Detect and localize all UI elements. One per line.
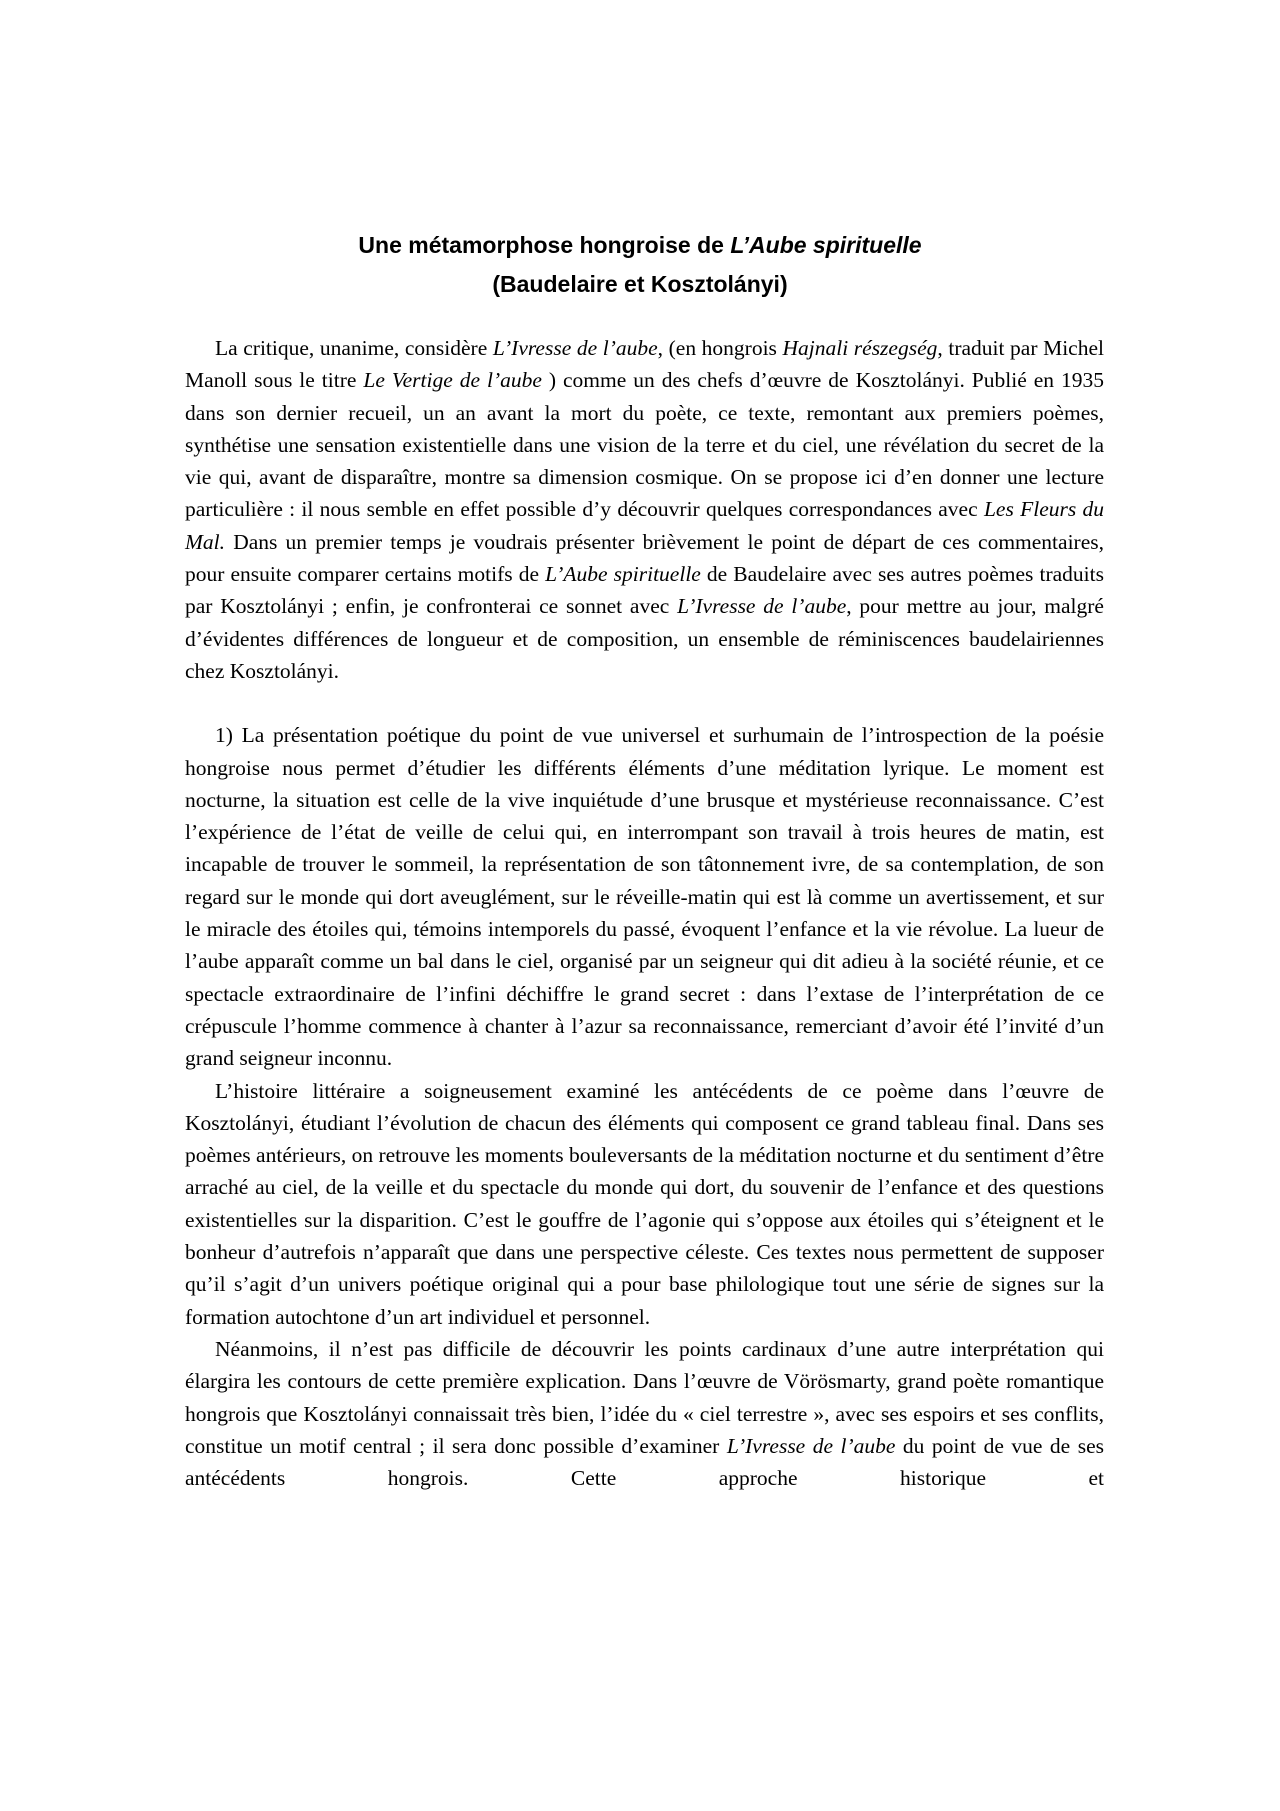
paragraph-intro [185, 332, 1104, 687]
paragraph-literary-history [185, 1075, 1104, 1333]
text-run: , pour mettre au jour, malgré d’évidentes différences de longueur et de composition, un ensemble de réminiscences baudelairiennes chez Kosztolányi. [185, 594, 1104, 683]
paragraph-vorosmarty [185, 1333, 1104, 1494]
italic-title-reference: L’Ivresse de l’aube [492, 336, 658, 360]
text-run: Néanmoins, il n’est pas difficile de découvrir les points cardinaux d’une autre interprétation qui élargira les contours de cette première explication. Dans l’œuvre de Vörösmarty, grand poète romantique hongrois que Kosztolányi connaissait très bien, l’idée du « ciel terrestre », avec ses espoirs et ses conflits, constitue un motif central ; il sera donc possible d’examiner [185, 1336, 1104, 1458]
article-body [185, 332, 1104, 1494]
text-run: , traduit par Michel Manoll sous le titre [185, 336, 1104, 393]
italic-title-reference: L’Ivresse de l’aube [677, 594, 847, 619]
italic-title-reference: Hajnali részegség [782, 336, 938, 360]
italic-title-reference: L’Aube spirituelle [545, 562, 701, 587]
italic-title-reference: Le Vertige de l’aube [363, 368, 542, 393]
title-text: Une métamorphose hongroise de [358, 232, 731, 258]
italic-title-reference: Les Fleurs du Mal. [185, 497, 1105, 554]
text-run: La critique, unanime, considère [215, 336, 493, 360]
paragraph-section-1 [185, 719, 1104, 1074]
text-run: L’histoire littéraire a soigneusement examiné les antécédents de ce poème dans l’œuvre de Kosztolányi, étudiant l’évolution de chacun des éléments qui composent ce grand tableau final. Dans ses poèmes antérieurs, on retrouve les moments bouleversants de la méditation nocturne et du sentiment d’être arraché au ciel, de la veille et du spectacle du monde qui dort, du souvenir de l’enfance et des questions existentielles sur la disparition. C’est le gouffre de l’agonie qui s’oppose aux étoiles qui s’éteignent et le bonheur d’autrefois n’apparaît que dans une perspective céleste. Ces textes nous permettent de supposer qu’il s’agit d’un univers poétique original qui a pour base philologique tout une série de signes sur la formation autochtone d’un art individuel et personnel. [185, 1078, 1104, 1329]
text-run: Dans un premier temps je voudrais présenter brièvement le point de départ de ces commentaires, pour ensuite comparer certains motifs de [185, 529, 1104, 587]
title-line-1 [0, 226, 1280, 265]
title-italic-text: L’Aube spirituelle [730, 232, 922, 258]
text-run: de Baudelaire avec ses autres poèmes traduits par Kosztolányi ; enfin, je confronterai ce sonnet avec [185, 562, 1104, 619]
text-run: 1) La présentation poétique du point de vue universel et surhumain de l’introspection de la poésie hongroise nous permet d’étudier les différents éléments d’une méditation lyrique. Le moment est nocturne, la situation est celle de la vive inquiétude d’une brusque et mystérieuse reconnaissance. C’est l’expérience de l’état de veille de celui qui, en interrompant son travail à trois heures de matin, est incapable de trouver le sommeil, la représentation de son tâtonnement ivre, de sa contemplation, de son regard sur le monde qui dort aveuglément, sur le réveille-matin qui est là comme un avertissement, et sur le miracle des étoiles qui, témoins intemporels du passé, évoquent l’enfance et la vie révolue. La lueur de l’aube apparaît comme un bal dans le ciel, organisé par un seigneur qui dit adieu à la société réunie, et ce spectacle extraordinaire de l’infini déchiffre le grand secret : dans l’extase de l’interprétation de ce crépuscule l’homme commence à chanter à l’azur sa reconnaissance, remerciant d’avoir été l’invité d’un grand seigneur inconnu. [185, 723, 1104, 1071]
text-run: du point de vue de ses antécédents hongrois. Cette approche historique et [185, 1433, 1104, 1491]
article-title [0, 226, 1280, 304]
text-run: ) comme un des chefs d’œuvre de Kosztolányi. Publié en 1935 dans son dernier recueil, un an avant la mort du poète, ce texte, remontant aux premiers poèmes, synthétise une sensation existentielle dans une vision de la terre et du ciel, une révélation du secret de la vie qui, avant de disparaître, montre sa dimension cosmique. On se propose ici d’en donner une lecture particulière : il nous semble en effet possible d’y découvrir quelques correspondances avec [185, 368, 1104, 522]
title-line-2: (Baudelaire et Kosztolányi) [492, 271, 788, 297]
text-run: , (en hongrois [657, 336, 783, 360]
italic-title-reference: L’Ivresse de l’aube [726, 1433, 896, 1458]
